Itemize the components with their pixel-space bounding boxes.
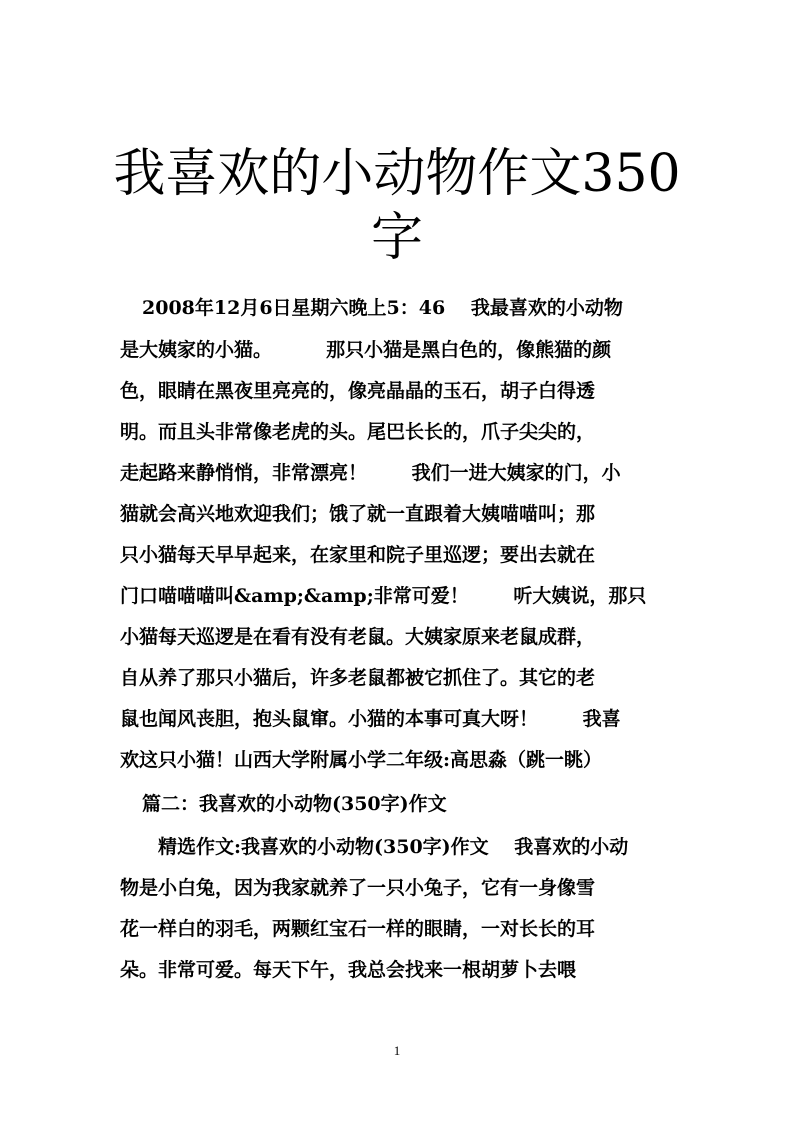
body-text-line: 走起路来静悄悄，非常漂亮！ 我们一进大姨家的门，小: [120, 462, 621, 484]
body-text-line: 朵。非常可爱。每天下午，我总会找来一根胡萝卜去喂: [120, 959, 577, 981]
page-number: 1: [393, 1043, 401, 1058]
body-text-line: 自从养了那只小猫后，许多老鼠都被它抓住了。其它的老: [120, 667, 596, 689]
body-text-line: 物是小白兔，因为我家就养了一只小兔子，它有一身像雪: [120, 877, 596, 899]
body-text-line: 猫就会高兴地欢迎我们；饿了就一直跟着大姨喵喵叫；那: [120, 503, 596, 525]
body-text-line: 明。而且头非常像老虎的头。尾巴长长的，爪子尖尖的，: [120, 421, 596, 443]
body-text-line: 小猫每天巡逻是在看有没有老鼠。大姨家原来老鼠成群，: [120, 626, 596, 648]
body-text-line: 是大姨家的小猫。 那只小猫是黑白色的，像熊猫的颜: [120, 339, 612, 361]
body-text-line: 色，眼睛在黑夜里亮亮的，像亮晶晶的玉石，胡子白得透: [120, 380, 596, 402]
section-heading: 篇二：我喜欢的小动物(350字)作文: [142, 793, 447, 815]
page-title-line-2: 字: [370, 208, 423, 268]
body-text-line: 花一样白的羽毛，两颗红宝石一样的眼睛，一对长长的耳: [120, 918, 596, 940]
body-text-line: 精选作文:我喜欢的小动物(350字)作文 我喜欢的小动: [158, 836, 629, 858]
page-title-line-1: 我喜欢的小动物作文350: [113, 144, 681, 204]
body-text-line: 2008年12月6日星期六晚上5：46 我最喜欢的小动物: [142, 297, 623, 319]
body-text-line: 鼠也闻风丧胆，抱头鼠窜。小猫的本事可真大呀！ 我喜: [120, 708, 621, 730]
body-text-line: 门口喵喵喵叫&amp;&amp;非常可爱！ 听大姨说，那只: [120, 585, 647, 607]
body-text-line: 欢这只小猫！山西大学附属小学二年级:高思淼（跳一眺）: [120, 749, 603, 771]
body-text-line: 只小猫每天早早起来，在家里和院子里巡逻；要出去就在: [120, 544, 596, 566]
